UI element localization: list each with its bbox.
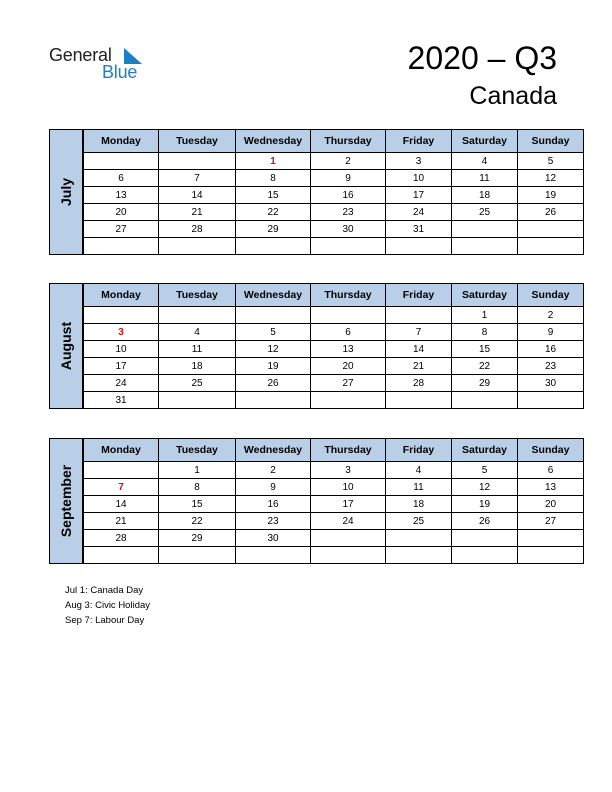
weekday-header: Friday: [386, 130, 452, 153]
day-cell: 1: [236, 153, 311, 170]
day-cell: [84, 462, 159, 479]
day-cell: 29: [236, 221, 311, 238]
week-row: [84, 238, 584, 255]
day-cell: [159, 547, 236, 564]
week-row: [84, 375, 584, 392]
day-cell: 22: [236, 204, 311, 221]
month-table: [83, 129, 584, 255]
weekday-header: Friday: [386, 284, 452, 307]
day-cell: 6: [311, 324, 386, 341]
day-cell: 10: [84, 341, 159, 358]
day-cell: 23: [236, 513, 311, 530]
day-cell: [452, 392, 518, 409]
day-cell: [386, 530, 452, 547]
day-cell: 8: [236, 170, 311, 187]
week-row: [84, 324, 584, 341]
weekday-header: Wednesday: [236, 284, 311, 307]
day-cell: 11: [159, 341, 236, 358]
day-cell: 24: [386, 204, 452, 221]
day-cell: [236, 307, 311, 324]
weekday-header-row: [84, 284, 584, 307]
week-row: [84, 513, 584, 530]
day-cell: 30: [518, 375, 584, 392]
week-row: [84, 221, 584, 238]
day-cell: 14: [84, 496, 159, 513]
day-cell: [452, 221, 518, 238]
day-cell: 25: [386, 513, 452, 530]
day-cell: 17: [386, 187, 452, 204]
holiday-note: Aug 3: Civic Holiday: [65, 600, 151, 611]
day-cell: 19: [452, 496, 518, 513]
month-table: [83, 438, 584, 564]
week-row: [84, 530, 584, 547]
day-cell: 3: [84, 324, 159, 341]
day-cell: [386, 547, 452, 564]
weekday-header: Wednesday: [236, 130, 311, 153]
day-cell: 14: [386, 341, 452, 358]
day-cell: [311, 547, 386, 564]
week-row: [84, 187, 584, 204]
day-cell: 23: [518, 358, 584, 375]
holiday-note: Sep 7: Labour Day: [65, 615, 145, 626]
day-cell: 13: [84, 187, 159, 204]
holiday-note: Jul 1: Canada Day: [65, 585, 144, 596]
month-name-label: [49, 283, 83, 409]
day-cell: 16: [518, 341, 584, 358]
day-cell: [518, 221, 584, 238]
day-cell: 27: [84, 221, 159, 238]
day-cell: 8: [452, 324, 518, 341]
weekday-header: Saturday: [452, 130, 518, 153]
week-row: [84, 547, 584, 564]
month-name: September: [58, 464, 74, 538]
week-row: [84, 341, 584, 358]
day-cell: [518, 547, 584, 564]
day-cell: [518, 238, 584, 255]
day-cell: 20: [311, 358, 386, 375]
weekday-header: Monday: [84, 284, 159, 307]
day-cell: 23: [311, 204, 386, 221]
weekday-header: Thursday: [311, 439, 386, 462]
day-cell: 6: [518, 462, 584, 479]
day-cell: 27: [518, 513, 584, 530]
day-cell: [452, 530, 518, 547]
day-cell: 3: [386, 153, 452, 170]
day-cell: 28: [84, 530, 159, 547]
day-cell: [386, 238, 452, 255]
day-cell: 2: [311, 153, 386, 170]
day-cell: 29: [159, 530, 236, 547]
weekday-header: Sunday: [518, 130, 584, 153]
day-cell: 7: [386, 324, 452, 341]
brand-general-text: General: [49, 45, 112, 65]
weekday-header: Tuesday: [159, 439, 236, 462]
day-cell: 9: [518, 324, 584, 341]
day-cell: 19: [236, 358, 311, 375]
day-cell: 22: [159, 513, 236, 530]
day-cell: 17: [311, 496, 386, 513]
holiday-notes: [65, 583, 150, 628]
weekday-header: Sunday: [518, 284, 584, 307]
day-cell: 21: [386, 358, 452, 375]
brand-blue-text: Blue: [102, 62, 138, 82]
day-cell: [84, 547, 159, 564]
brand-logo: [49, 44, 149, 84]
day-cell: 31: [386, 221, 452, 238]
day-cell: [311, 307, 386, 324]
day-cell: [518, 392, 584, 409]
day-cell: 4: [452, 153, 518, 170]
weekday-header-row: [84, 439, 584, 462]
day-cell: 20: [84, 204, 159, 221]
week-row: [84, 204, 584, 221]
day-cell: 6: [84, 170, 159, 187]
day-cell: 5: [236, 324, 311, 341]
day-cell: [84, 238, 159, 255]
day-cell: 20: [518, 496, 584, 513]
day-cell: 30: [311, 221, 386, 238]
day-cell: 29: [452, 375, 518, 392]
day-cell: 13: [311, 341, 386, 358]
day-cell: [159, 238, 236, 255]
day-cell: 15: [452, 341, 518, 358]
day-cell: 28: [386, 375, 452, 392]
day-cell: 14: [159, 187, 236, 204]
day-cell: 7: [84, 479, 159, 496]
day-cell: 24: [84, 375, 159, 392]
week-row: [84, 307, 584, 324]
day-cell: 11: [452, 170, 518, 187]
month-name: August: [58, 321, 74, 371]
day-cell: [452, 238, 518, 255]
weekday-header: Tuesday: [159, 284, 236, 307]
weekday-header: Monday: [84, 439, 159, 462]
month-name: July: [58, 177, 74, 207]
weekday-header: Monday: [84, 130, 159, 153]
day-cell: [84, 153, 159, 170]
day-cell: 2: [518, 307, 584, 324]
day-cell: 5: [518, 153, 584, 170]
country-name: Canada: [469, 82, 557, 110]
day-cell: 18: [159, 358, 236, 375]
day-cell: 11: [386, 479, 452, 496]
day-cell: [236, 392, 311, 409]
day-cell: [452, 547, 518, 564]
day-cell: 26: [452, 513, 518, 530]
day-cell: [159, 307, 236, 324]
day-cell: [311, 530, 386, 547]
day-cell: 28: [159, 221, 236, 238]
day-cell: 4: [386, 462, 452, 479]
weekday-header: Saturday: [452, 439, 518, 462]
day-cell: 10: [386, 170, 452, 187]
weekday-header-row: [84, 130, 584, 153]
day-cell: 18: [386, 496, 452, 513]
month-name-label: [49, 438, 83, 564]
day-cell: 12: [452, 479, 518, 496]
day-cell: 15: [236, 187, 311, 204]
day-cell: 13: [518, 479, 584, 496]
page-title: 2020 – Q3: [407, 40, 557, 76]
week-row: [84, 496, 584, 513]
day-cell: [386, 392, 452, 409]
day-cell: 18: [452, 187, 518, 204]
day-cell: 17: [84, 358, 159, 375]
week-row: [84, 358, 584, 375]
day-cell: [518, 530, 584, 547]
day-cell: 27: [311, 375, 386, 392]
day-cell: 26: [236, 375, 311, 392]
day-cell: 8: [159, 479, 236, 496]
weekday-header: Sunday: [518, 439, 584, 462]
weekday-header: Saturday: [452, 284, 518, 307]
day-cell: 21: [84, 513, 159, 530]
day-cell: 1: [452, 307, 518, 324]
day-cell: 2: [236, 462, 311, 479]
day-cell: 25: [159, 375, 236, 392]
day-cell: [236, 547, 311, 564]
day-cell: 12: [518, 170, 584, 187]
day-cell: 12: [236, 341, 311, 358]
week-row: [84, 170, 584, 187]
day-cell: 26: [518, 204, 584, 221]
day-cell: 31: [84, 392, 159, 409]
day-cell: 21: [159, 204, 236, 221]
day-cell: 25: [452, 204, 518, 221]
day-cell: 16: [236, 496, 311, 513]
day-cell: [311, 392, 386, 409]
day-cell: 16: [311, 187, 386, 204]
month-name-label: [49, 129, 83, 255]
weekday-header: Tuesday: [159, 130, 236, 153]
day-cell: 30: [236, 530, 311, 547]
day-cell: 1: [159, 462, 236, 479]
week-row: [84, 462, 584, 479]
day-cell: 19: [518, 187, 584, 204]
day-cell: 3: [311, 462, 386, 479]
month-table: [83, 283, 584, 409]
day-cell: 22: [452, 358, 518, 375]
day-cell: 9: [311, 170, 386, 187]
day-cell: 10: [311, 479, 386, 496]
weekday-header: Thursday: [311, 130, 386, 153]
day-cell: 5: [452, 462, 518, 479]
week-row: [84, 153, 584, 170]
day-cell: 15: [159, 496, 236, 513]
week-row: [84, 392, 584, 409]
day-cell: [84, 307, 159, 324]
day-cell: [311, 238, 386, 255]
day-cell: [236, 238, 311, 255]
weekday-header: Wednesday: [236, 439, 311, 462]
day-cell: 24: [311, 513, 386, 530]
day-cell: 7: [159, 170, 236, 187]
day-cell: [159, 392, 236, 409]
weekday-header: Thursday: [311, 284, 386, 307]
day-cell: [159, 153, 236, 170]
day-cell: 9: [236, 479, 311, 496]
weekday-header: Friday: [386, 439, 452, 462]
day-cell: 4: [159, 324, 236, 341]
day-cell: [386, 307, 452, 324]
week-row: [84, 479, 584, 496]
